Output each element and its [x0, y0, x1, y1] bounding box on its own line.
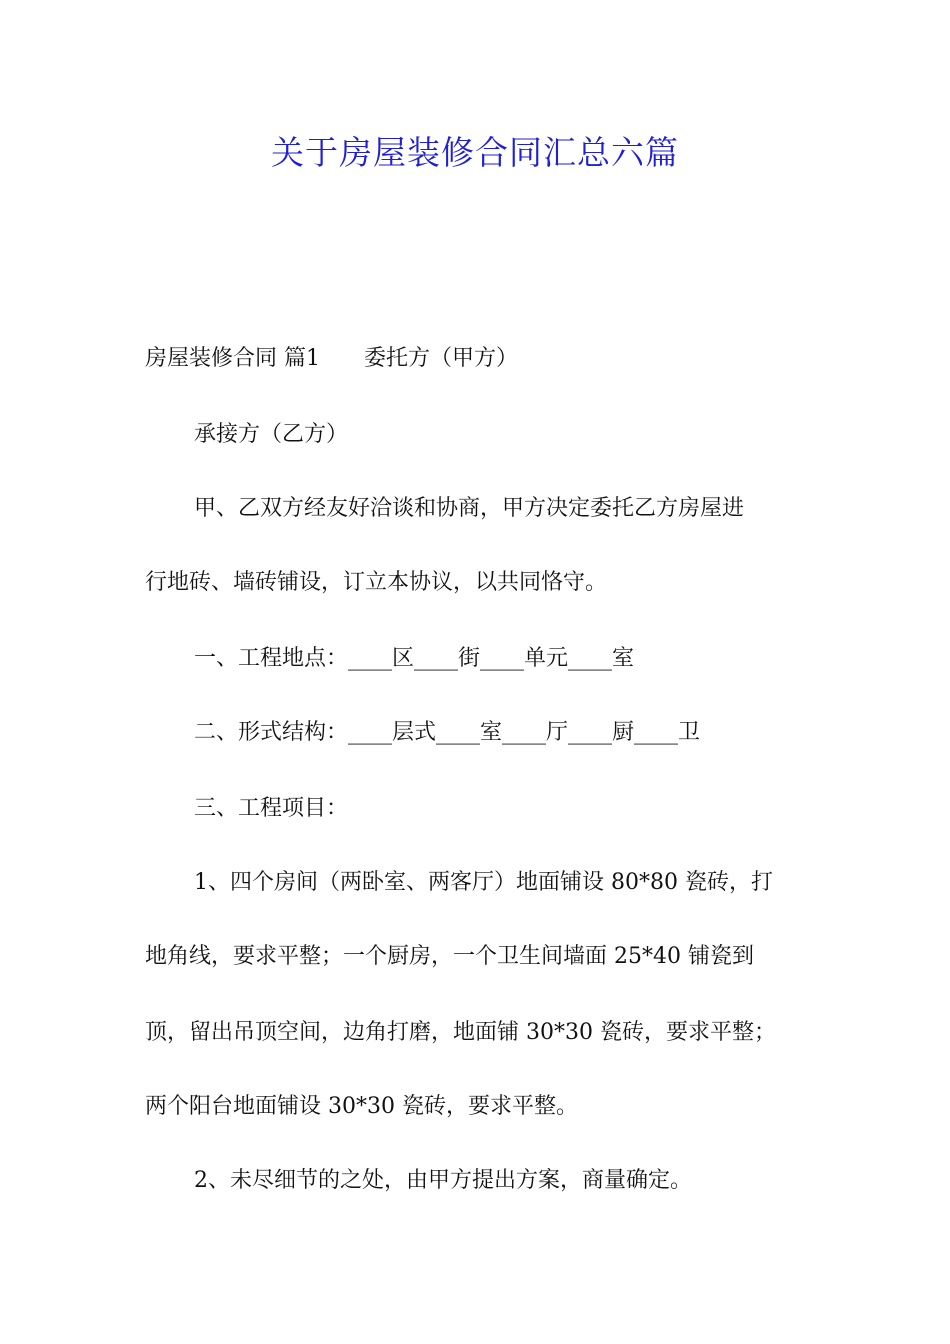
party-a-label: 委托方（甲方）: [364, 346, 519, 371]
paragraph-line-1: [145, 344, 518, 374]
clause-project-location: 一、工程地点：____区____街____单元____室: [194, 646, 635, 671]
paragraph-line-11: 两个阳台地面铺设 30*30 瓷砖，要求平整。: [145, 1094, 578, 1119]
paragraph-line-12: 2、未尽细节的之处，由甲方提出方案，商量确定。: [194, 1168, 692, 1193]
paragraph-line-8: 1、四个房间（两卧室、两客厅）地面铺设 80*80 瓷砖，打: [194, 870, 773, 895]
paragraph-line-3: 甲、乙双方经友好洽谈和协商，甲方决定委托乙方房屋进: [194, 496, 745, 521]
clause-structure: 二、形式结构：____层式____室____厅____厨____卫: [194, 720, 701, 745]
paragraph-line-10: 顶，留出吊顶空间，边角打磨，地面铺 30*30 瓷砖，要求平整；: [145, 1020, 776, 1045]
paragraph-line-4: 行地砖、墙砖铺设，订立本协议，以共同恪守。: [145, 570, 608, 595]
paragraph-line-9: 地角线，要求平整；一个厨房，一个卫生间墙面 25*40 铺瓷到: [145, 944, 754, 969]
clause-project-items: 三、工程项目：: [194, 796, 349, 821]
document-title: 关于房屋装修合同汇总六篇: [271, 133, 679, 172]
party-b-label: 承接方（乙方）: [194, 422, 349, 447]
section-heading: 房屋装修合同 篇1: [145, 346, 320, 371]
